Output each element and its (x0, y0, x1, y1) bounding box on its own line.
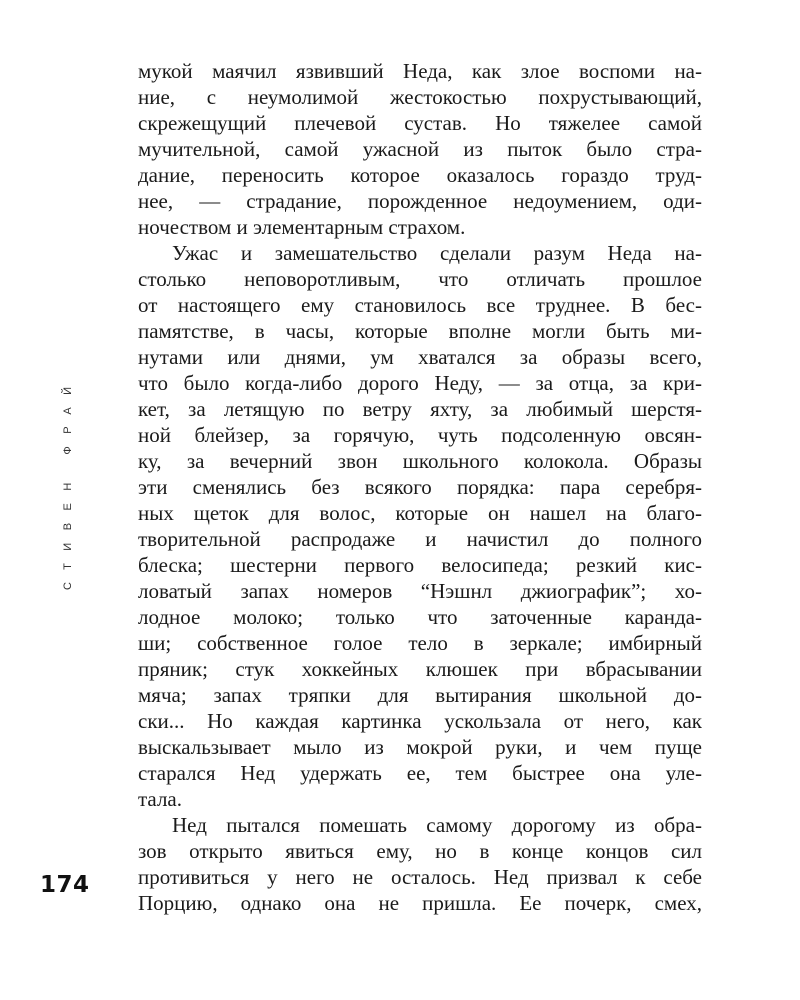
text-line: ски... Но каждая картинка ускользала от него, как (138, 709, 702, 733)
paragraph (138, 58, 702, 240)
text-line: мучительной, самой ужасной из пыток было стра- (138, 137, 702, 161)
text-line: что было когда-либо дорого Неду, — за отца, за кри- (138, 371, 702, 395)
body-text (138, 58, 702, 916)
paragraph (138, 240, 702, 812)
running-head (56, 370, 82, 590)
text-line: выскальзывает мыло из мокрой руки, и чем пуще (138, 735, 702, 759)
text-line: противиться у него не осталось. Нед призвал к себе (138, 865, 702, 889)
text-line: ние, с неумолимой жестокостью похрустывающий, (138, 85, 702, 109)
text-line: мукой маячил язвивший Неда, как злое воспоми на- (138, 59, 702, 83)
text-line: зов открыто явиться ему, но в конце концов сил (138, 839, 702, 863)
text-line: ловатый запах номеров “Нэшнл джиографик”; хо- (138, 579, 702, 603)
text-line: пряник; стук хоккейных клюшек при вбрасывании (138, 657, 702, 681)
text-line: нутами или днями, ум хватался за образы всего, (138, 345, 702, 369)
text-line: ку, за вечерний звон школьного колокола. Образы (138, 449, 702, 473)
text-line: кет, за летящую по ветру яхту, за любимый шерстя- (138, 397, 702, 421)
text-line: ши; собственное голое тело в зеркале; имбирный (138, 631, 702, 655)
text-line: от настоящего ему становилось все труднее. В бес- (138, 293, 702, 317)
text-line: Ужас и замешательство сделали разум Неда на- (172, 241, 702, 265)
text-line: ных щеток для волос, которые он нашел на благо- (138, 501, 702, 525)
paragraph (138, 812, 702, 916)
text-line: столько неповоротливым, что отличать прошлое (138, 267, 702, 291)
text-line: мяча; запах тряпки для вытирания школьной до- (138, 683, 702, 707)
text-line: Нед пытался помешать самому дорогому из обра- (172, 813, 702, 837)
text-line: блеска; шестерни первого велосипеда; резкий кис- (138, 553, 702, 577)
text-line: нее, — страдание, порожденное недоумением, оди- (138, 189, 702, 213)
text-line: дание, переносить которое оказалось гораздо труд- (138, 163, 702, 187)
text-line: ночеством и элементарным страхом. (138, 215, 466, 239)
text-line: старался Нед удержать ее, тем быстрее она уле- (138, 761, 702, 785)
running-head-text: СТИВЕН ФРАЙ (62, 374, 74, 590)
text-line: Порцию, однако она не пришла. Ее почерк, смех, (138, 891, 702, 915)
text-line: творительной распродаже и начистил до полного (138, 527, 702, 551)
text-line: ной блейзер, за горячую, чуть подсоленную овсян- (138, 423, 702, 447)
text-line: лодное молоко; только что заточенные каранда- (138, 605, 702, 629)
text-line: скрежещущий плечевой сустав. Но тяжелее самой (138, 111, 702, 135)
text-line: памятстве, в часы, которые вполне могли быть ми- (138, 319, 702, 343)
text-line: тала. (138, 787, 182, 811)
page-number: 174 (40, 872, 90, 898)
text-line: эти сменялись без всякого порядка: пара серебря- (138, 475, 702, 499)
